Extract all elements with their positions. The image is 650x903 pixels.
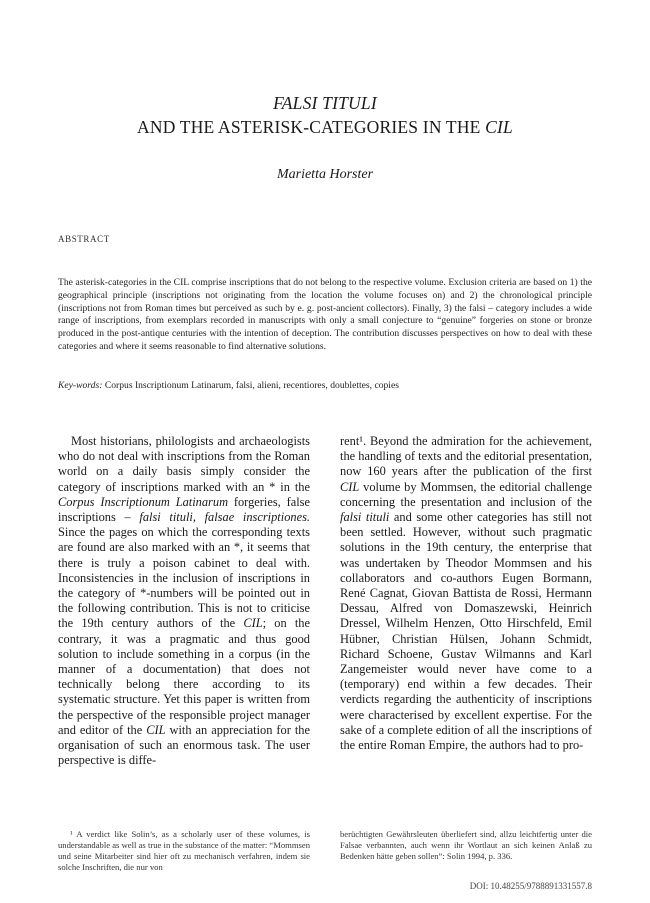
body-text-segment: falsi tituli [340, 510, 390, 525]
keywords-list: Corpus Inscriptionum Latinarum, falsi, alieni, recentiores, doublettes, copies [104, 380, 399, 391]
body-text-segment: CIL [243, 616, 263, 631]
body-text-segment: Most historians, philologists and archaeologists who do not deal with inscriptions from the Roman world on a daily basis simply consider the category of inscriptions marked with an * in the [58, 434, 310, 494]
footnote-right: berüchtigten Gewährsleuten überliefert sind, allzu leichtfertig unter die Falsae verbannten, auch wenn ihr Wortlaut an sich keinen Anlaß zu Bedenken hätte geben sollen”: Solin 1994, p. 336. [340, 829, 592, 861]
body-text-segment: ; on the contrary, it was a pragmatic and thus good solution to include something in a corpus (in the manner of a documentation) that does not technically belong there according to its systematic structure. Yet this paper is written from the perspective of the responsible project manager and editor of the [58, 616, 310, 737]
body-text-segment: with an appreciation for the organisation of such an enormous task. The user perspective is diffe- [58, 722, 310, 768]
body-text-segment: Since the pages on which the corresponding texts are found are also marked with an *, it seems that there is truly a poison cabinet to deal with. Inconsistencies in the inclusion of inscriptions in the category of *-numbers will be pointed out in the following contribution. This is not to criticise the 19th century authors of the [58, 525, 310, 631]
body-text-segment: Corpus Inscriptionum Latinarum [58, 494, 229, 509]
author-name: Marietta Horster [276, 167, 374, 182]
keywords [58, 380, 592, 393]
title-line2-italic: CIL [485, 117, 513, 137]
body-column-left [58, 434, 310, 768]
body-text-segment: CIL [340, 479, 360, 494]
body-text-segment: CIL [146, 722, 166, 737]
abstract-heading: ABSTRACT [58, 234, 110, 244]
body-text-segment: forgeries, false inscriptions – [58, 494, 310, 525]
keywords-label: Key-words: [58, 380, 103, 391]
doi: DOI: 10.48255/9788891331557.8 [469, 881, 592, 891]
article-title-line2 [0, 116, 650, 138]
body-column-right [340, 434, 592, 753]
title-line2-text: AND THE ASTERISK-CATEGORIES IN THE [137, 117, 486, 137]
body-text-segment: falsi tituli, falsae inscriptiones. [139, 510, 310, 525]
article-title-line1: FALSI TITULI [273, 93, 377, 113]
abstract-text: The asterisk-categories in the CIL comprise inscriptions that do not belong to the respective volume. Exclusion criteria are based on 1) the geographical principle (inscriptions not originating from the location the volume focuses on) and 2) the chronological principle (inscriptions not from Roman times but perceived as such by e. g. post-ancient collectors). Finally, 3) the falsi – category includes a wide range of inscriptions, from exemplars recorded in manuscripts with only a small conjecture to “genuine” forgeries on stone or bronze produced in the post-antique centuries with the intention of deception. The contribution discusses perspectives on how to deal with these categories and where it seems reasonable to find alternative solutions. [58, 277, 592, 352]
body-text-segment: and some other categories has still not been settled. However, without such pragmatic solutions in the 19th century, the enterprise that was undertaken by Theodor Mommsen and his collaborators and co-authors Eugen Bormann, René Cagnat, Giovan Battista de Rossi, Hermann Dessau, Alfred von Domaszewski, Heinrich Dressel, Wilhelm Henzen, Otto Hirschfeld, Emil Hübner, Christian Hülsen, Johann Schmidt, Richard Schoene, Gustav Wilmanns and Karl Zangemeister would never have come to a (temporary) end within a few decades. Their verdicts regarding the authenticity of inscriptions were characterised by excellent expertise. For the sake of a complete edition of all the inscriptions of the entire Roman Empire, the authors had to pro- [340, 510, 592, 753]
footnote-left: ¹ A verdict like Solin’s, as a scholarly user of these volumes, is understandable as well as true in the substance of the matter: “Mommsen und seine Mitarbeiter sind hier oft zu mechanisch verfahren, indem sie solche Inschriften, die nur von [58, 829, 310, 872]
body-text-segment: volume by Mommsen, the editorial challenge concerning the presentation and inclusion of the [340, 479, 592, 509]
body-text-segment: rent¹. Beyond the admiration for the achievement, the handling of texts and the editorial presentation, now 160 years after the publication of the first [340, 434, 592, 479]
